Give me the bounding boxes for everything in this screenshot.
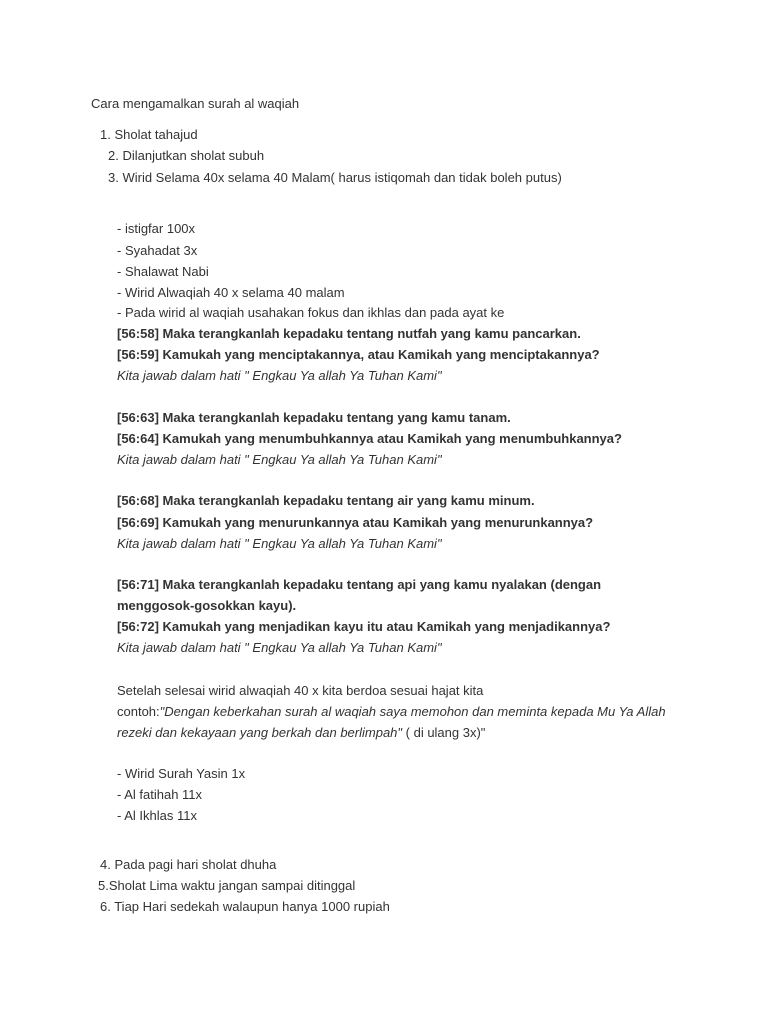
wirid-item: - Pada wirid al waqiah usahakan fokus dan ikhlas dan pada ayat ke bbox=[117, 305, 505, 320]
step-item: 4. Pada pagi hari sholat dhuha bbox=[100, 857, 277, 872]
doa-contoh-line bbox=[117, 704, 666, 720]
step-item: 6. Tiap Hari sedekah walaupun hanya 1000 rupiah bbox=[100, 899, 390, 914]
ayat-answer: Kita jawab dalam hati " Engkau Ya allah Ya Tuhan Kami" bbox=[117, 368, 442, 383]
wirid-item: - istigfar 100x bbox=[117, 221, 196, 236]
doa-intro: Setelah selesai wirid alwaqiah 40 x kita berdoa sesuai hajat kita bbox=[117, 683, 484, 698]
step-item: 2. Dilanjutkan sholat subuh bbox=[108, 148, 265, 163]
ayat-line: [56:58] Maka terangkanlah kepadaku tentang nutfah yang kamu pancarkan. bbox=[117, 326, 581, 341]
doa-contoh-line bbox=[117, 725, 485, 741]
step-item: 5.Sholat Lima waktu jangan sampai ditinggal bbox=[98, 878, 356, 893]
ayat-line: [56:72] Kamukah yang menjadikan kayu itu atau Kamikah yang menjadikannya? bbox=[117, 619, 611, 634]
extra-item: - Al Ikhlas 11x bbox=[117, 808, 197, 823]
ayat-line: [56:69] Kamukah yang menurunkannya atau Kamikah yang menurunkannya? bbox=[117, 515, 594, 530]
ayat-answer: Kita jawab dalam hati " Engkau Ya allah Ya Tuhan Kami" bbox=[117, 452, 442, 467]
ayat-line: menggosok-gosokkan kayu). bbox=[117, 598, 297, 613]
doa-contoh-text: "Dengan keberkahan surah al waqiah saya memohon dan meminta kepada Mu Ya Allah bbox=[159, 704, 666, 719]
ayat-line: [56:71] Maka terangkanlah kepadaku tentang api yang kamu nyalakan (dengan bbox=[117, 577, 602, 592]
step-item: 1. Sholat tahajud bbox=[100, 127, 198, 142]
ayat-line: [56:59] Kamukah yang menciptakannya, atau Kamikah yang menciptakannya? bbox=[117, 347, 600, 362]
ayat-answer: Kita jawab dalam hati " Engkau Ya allah Ya Tuhan Kami" bbox=[117, 536, 442, 551]
ayat-line: [56:68] Maka terangkanlah kepadaku tentang air yang kamu minum. bbox=[117, 493, 535, 508]
ayat-answer: Kita jawab dalam hati " Engkau Ya allah Ya Tuhan Kami" bbox=[117, 640, 442, 655]
doa-contoh-text: rezeki dan kekayaan yang berkah dan berlimpah" bbox=[117, 725, 403, 740]
wirid-item: - Shalawat Nabi bbox=[117, 264, 209, 279]
doa-contoh-tail: ( di ulang 3x)" bbox=[402, 725, 486, 740]
ayat-line: [56:64] Kamukah yang menumbuhkannya atau Kamikah yang menumbuhkannya? bbox=[117, 431, 622, 446]
doa-contoh-label: contoh: bbox=[117, 704, 160, 719]
ayat-line: [56:63] Maka terangkanlah kepadaku tentang yang kamu tanam. bbox=[117, 410, 511, 425]
wirid-item: - Wirid Alwaqiah 40 x selama 40 malam bbox=[117, 285, 345, 300]
wirid-item: - Syahadat 3x bbox=[117, 243, 198, 258]
step-item: 3. Wirid Selama 40x selama 40 Malam( harus istiqomah dan tidak boleh putus) bbox=[108, 170, 562, 185]
document-title: Cara mengamalkan surah al waqiah bbox=[91, 96, 300, 111]
extra-item: - Wirid Surah Yasin 1x bbox=[117, 766, 246, 781]
extra-item: - Al fatihah 11x bbox=[117, 787, 203, 802]
